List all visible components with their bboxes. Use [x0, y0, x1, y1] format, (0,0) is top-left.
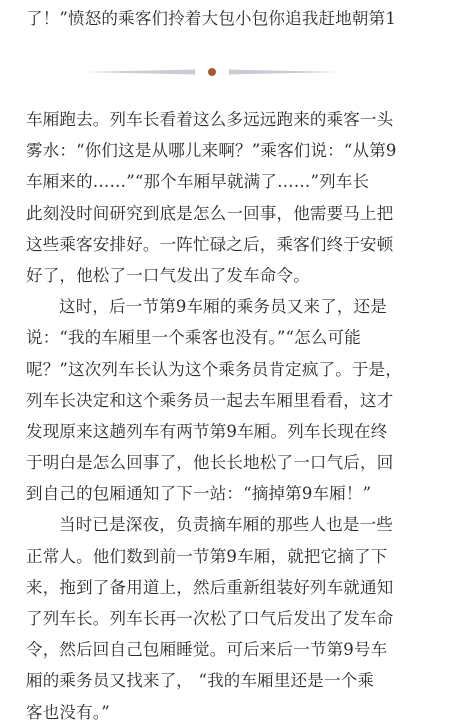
- paragraph-line: 到自己的包厢通知了下一站：“摘掉第9车厢！”: [26, 484, 372, 504]
- body-text: [26, 104, 426, 728]
- paragraph-first-line: 这时，后一节第9车厢的乘务员又来了，还是: [59, 297, 387, 317]
- paragraph-line: 列车长决定和这个乘务员一起去车厢里看看，这才: [26, 390, 394, 410]
- divider-center-dot: [208, 68, 216, 76]
- paragraph-line: 于明白是怎么回事了，他长长地松了一口气后，回: [26, 453, 394, 473]
- paragraph-line: 正常人。他们数到前一节第9车厢，就把它摘了下: [26, 546, 388, 566]
- paragraph-line: 呢？”这次列车长认为这个乘务员肯定疯了。于是，: [26, 359, 403, 379]
- paragraph-line: 雾水：“你们这是从哪儿来啊？”乘客们说：“从第9: [26, 141, 397, 161]
- paragraph-line: 来，拖到了备用道上，然后重新组装好列车就通知: [26, 577, 394, 597]
- divider-left-bar: [85, 70, 195, 75]
- paragraph-line: 说：“我的车厢里一个乘客也没有。”“怎么可能: [26, 328, 361, 348]
- section-divider: [85, 62, 363, 82]
- previous-section-last-line: 了！”愤怒的乘客们拎着大包小包你追我赶地朝第1: [26, 9, 397, 28]
- divider-right-bar: [229, 70, 339, 75]
- paragraph-line: 客也没有。”: [26, 702, 110, 722]
- paragraph-line: 厢的乘务员又找来了， “我的车厢里还是一个乘: [26, 671, 375, 691]
- paragraph-line: 好了，他松了一口气发出了发车命令。: [26, 265, 310, 285]
- paragraph-line: 发现原来这趟列车有两节第9车厢。列车长现在终: [26, 421, 388, 441]
- paragraph-line: 车厢跑去。列车长看着这么多远远跑来的乘客一头: [26, 110, 394, 129]
- paragraph-line: 此刻没时间研究到底是怎么一回事，他需要马上把: [26, 203, 394, 223]
- paragraph-line: 了列车长。列车长再一次松了口气后发出了发车命: [26, 609, 394, 628]
- divider-ornament-icon: [85, 62, 363, 82]
- paragraph-line: 令，然后回自己包厢睡觉。可后来后一节第9号车: [26, 640, 388, 660]
- paragraph-line: 这些乘客安排好。一阵忙碌之后，乘客们终于安顿: [26, 234, 394, 254]
- paragraph-line: 车厢来的……”“那个车厢早就满了……”列车长: [26, 172, 370, 192]
- paragraph-first-line: 当时已是深夜，负责摘车厢的那些人也是一些: [59, 515, 393, 535]
